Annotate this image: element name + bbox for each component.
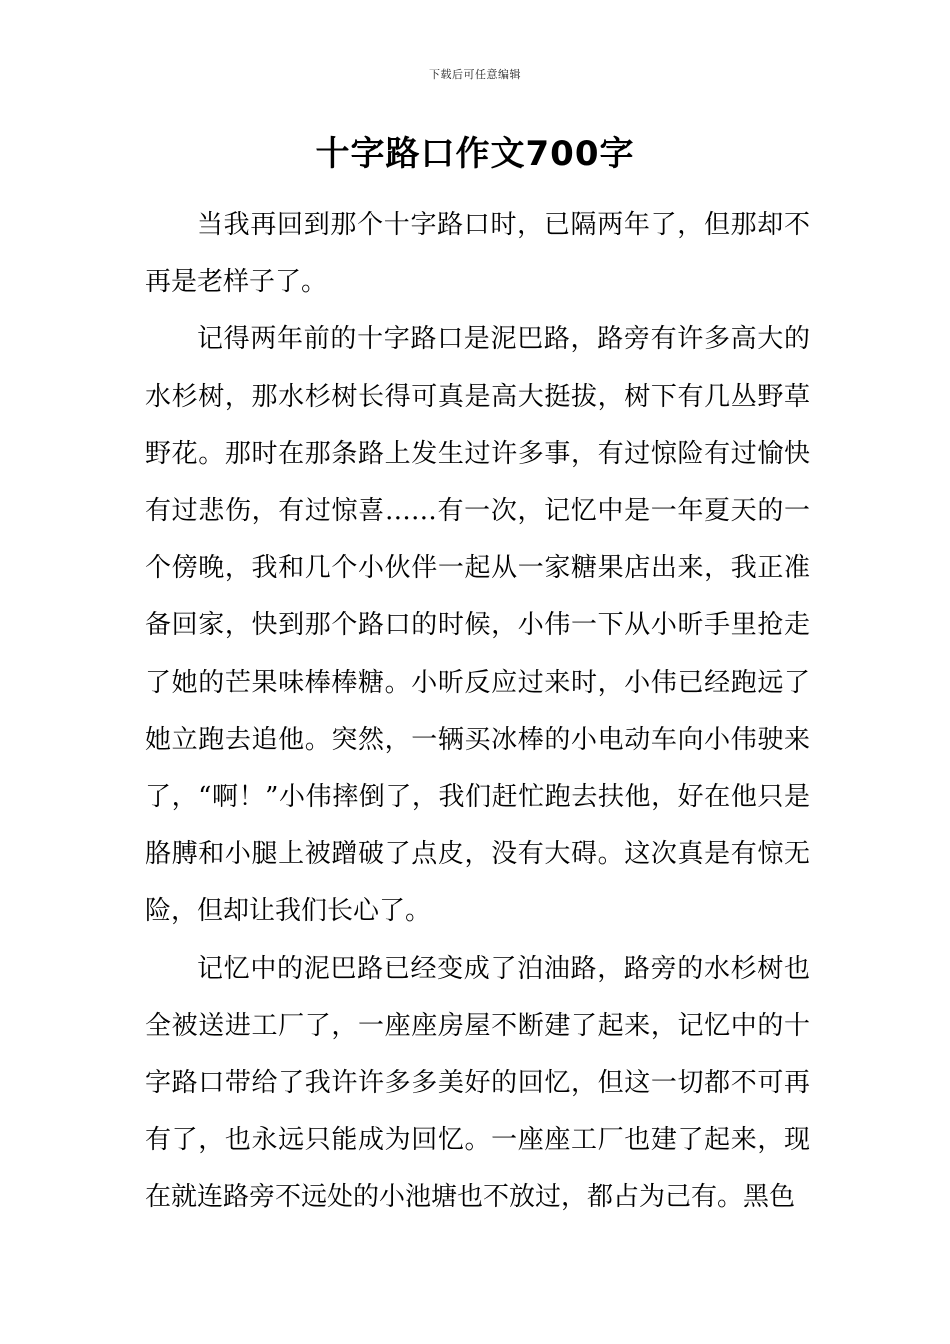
- document-title: 十字路口作文700字: [315, 134, 635, 174]
- document-body: [145, 197, 810, 1227]
- paragraph-2: 记得两年前的十字路口是泥巴路，路旁有许多高大的水杉树，那水杉树长得可真是高大挺拔，树下有几丛野草野花。那时在那条路上发生过许多事，有过惊险有过愉快有过悲伤，有过惊喜……有一次，记忆中是一年夏天的一个傍晚，我和几个小伙伴一起从一家糖果店出来，我正准备回家，快到那个路口的时候，小伟一下从小昕手里抢走了她的芒果味棒棒糖。小昕反应过来时，小伟已经跑远了她立跑去追他。突然，一辆买冰棒的小电动车向小伟驶来了，“啊！”小伟摔倒了，我们赶忙跑去扶他，好在他只是胳膊和小腿上被蹭破了点皮，没有大碍。这次真是有惊无险，但却让我们长心了。: [145, 324, 810, 927]
- paragraph-1: 当我再回到那个十字路口时，已隔两年了，但那却不再是老样子了。: [145, 210, 810, 298]
- header-note: 下载后可任意编辑: [429, 68, 521, 81]
- paragraph-3: 记忆中的泥巴路已经变成了泊油路，路旁的水杉树也全被送进工厂了，一座座房屋不断建了起来，记忆中的十字路口带给了我许许多多美好的回忆，但这一切都不可再有了，也永远只能成为回忆。一座座工厂也建了起来，现在就连路旁不远处的小池塘也不放过，都占为己有。黑色: [145, 953, 810, 1213]
